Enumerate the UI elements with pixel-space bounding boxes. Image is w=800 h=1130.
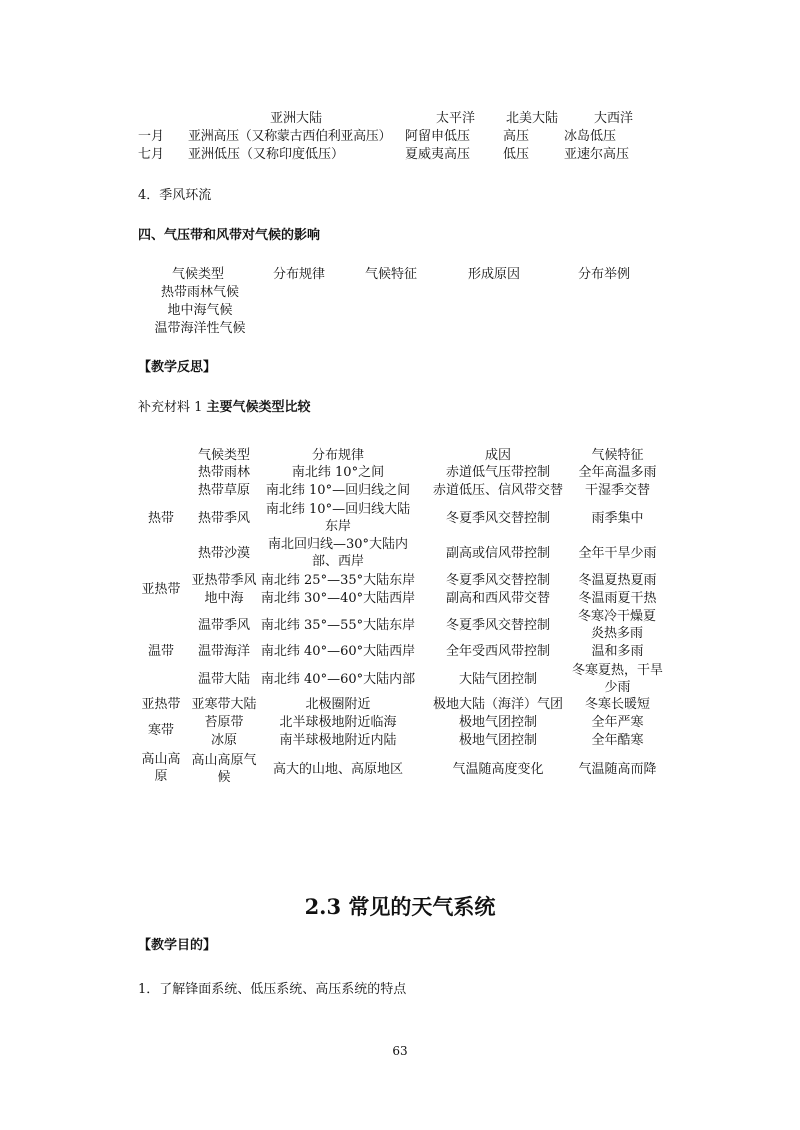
climate-feature: 冬温夏热夏雨 [578, 573, 657, 588]
climate-simple-header: 形成原因 [468, 267, 521, 282]
climate-table-header: 气候特征 [591, 448, 644, 463]
climate-feature: 雨季集中 [591, 510, 644, 526]
objective-heading: 【教学目的】 [138, 938, 217, 953]
climate-simple-header: 气候类型 [172, 267, 225, 282]
climate-simple-row: 热带雨林气候 [160, 285, 239, 300]
climate-feature: 全年酷寒 [591, 733, 644, 748]
climate-feature: 全年严寒 [591, 715, 644, 730]
climate-zone-label: 寒带 [147, 722, 174, 738]
item-monsoon: 4．季风环流 [138, 188, 212, 203]
pressure-header-pacific: 太平洋 [436, 111, 476, 126]
climate-feature: 冬温雨夏干热 [578, 591, 657, 606]
climate-distribution: 南北纬 10°—回归线大陆东岸 [265, 502, 411, 534]
climate-feature: 冬寒夏热，干旱少雨 [571, 663, 663, 695]
climate-zone-label: 高山高原 [141, 752, 181, 784]
pressure-row-na: 高压 [503, 129, 530, 144]
climate-distribution: 南北回归线—30°大陆内部、西岸 [267, 537, 409, 569]
climate-distribution: 南北纬 25°—35°大陆东岸 [260, 573, 416, 588]
climate-simple-header: 分布举例 [578, 267, 631, 282]
climate-zone-label: 热带 [147, 510, 174, 526]
supplement-line [138, 399, 311, 416]
climate-cause: 副高或信风带控制 [445, 545, 550, 561]
climate-type: 温带季风 [197, 617, 250, 633]
climate-distribution: 南北纬 10°之间 [291, 465, 385, 480]
climate-cause: 冬夏季风交替控制 [445, 510, 550, 526]
supplement-title: 主要气候类型比较 [206, 400, 311, 415]
climate-type: 热带草原 [197, 483, 250, 498]
pressure-row-pacific: 夏威夷高压 [405, 147, 471, 162]
climate-cause: 极地气团控制 [458, 715, 537, 730]
climate-cause: 赤道低气压带控制 [445, 465, 550, 480]
climate-distribution: 南北纬 40°—60°大陆内部 [260, 671, 416, 687]
climate-cause: 极地大陆（海洋）气团 [432, 697, 563, 712]
climate-feature: 冬寒冷干燥夏炎热多雨 [577, 609, 656, 641]
pressure-header-na: 北美大陆 [506, 111, 559, 126]
pressure-header-atlantic: 大西洋 [594, 111, 634, 126]
climate-type: 热带雨林 [197, 465, 250, 480]
climate-zone-label: 亚热带 [141, 581, 181, 597]
objective-item: 1．了解锋面系统、低压系统、高压系统的特点 [138, 982, 407, 997]
climate-cause: 冬夏季风交替控制 [445, 617, 550, 633]
climate-cause: 极地气团控制 [458, 733, 537, 748]
section-heading: 四、气压带和风带对气候的影响 [138, 228, 321, 243]
page-number: 63 [392, 1044, 408, 1058]
climate-distribution: 北极圈附近 [305, 697, 371, 712]
climate-table-header: 分布规律 [311, 448, 364, 463]
climate-feature: 干湿季交替 [584, 483, 650, 498]
climate-type: 热带季风 [197, 510, 250, 526]
climate-cause: 赤道低压、信风带交替 [432, 483, 563, 498]
climate-feature: 全年干旱少雨 [578, 545, 657, 561]
climate-feature: 温和多雨 [591, 644, 644, 659]
pressure-row-month: 一月 [138, 129, 165, 144]
climate-cause: 冬夏季风交替控制 [445, 573, 550, 588]
climate-feature: 气温随高而降 [578, 761, 657, 777]
climate-distribution: 北半球极地附近临海 [279, 715, 397, 730]
climate-type: 温带大陆 [197, 671, 250, 687]
climate-distribution: 南北纬 30°—40°大陆西岸 [260, 591, 416, 606]
climate-table-header: 气候类型 [197, 448, 250, 463]
climate-simple-header: 气候特征 [365, 267, 418, 282]
climate-cause: 全年受西风带控制 [445, 644, 550, 659]
climate-distribution: 高大的山地、高原地区 [272, 761, 403, 777]
climate-type: 地中海 [204, 591, 244, 606]
supplement-prefix: 补充材料 1 [138, 400, 207, 415]
pressure-row-atlantic: 冰岛低压 [564, 129, 617, 144]
climate-type: 苔原带 [204, 715, 244, 730]
climate-distribution: 南半球极地附近内陆 [279, 733, 397, 748]
climate-type: 热带沙漠 [197, 545, 250, 561]
pressure-row-atlantic: 亚速尔高压 [564, 147, 630, 162]
climate-simple-row: 温带海洋性气候 [154, 321, 246, 336]
climate-distribution: 南北纬 10°—回归线之间 [265, 483, 411, 498]
pressure-row-pacific: 阿留申低压 [405, 129, 471, 144]
climate-zone-label: 亚热带 [141, 697, 181, 712]
climate-type: 温带海洋 [197, 644, 250, 659]
climate-type: 亚寒带大陆 [191, 697, 257, 712]
climate-simple-header: 分布规律 [273, 267, 326, 282]
climate-type: 冰原 [210, 733, 237, 748]
climate-simple-row: 地中海气候 [167, 303, 233, 318]
climate-zone-label: 温带 [147, 643, 174, 659]
pressure-row-asia: 亚洲低压（又称印度低压） [188, 147, 345, 162]
pressure-row-asia: 亚洲高压（又称蒙古西伯利亚高压） [188, 129, 392, 144]
section-title: 2.3 常见的天气系统 [304, 894, 496, 919]
climate-distribution: 南北纬 35°—55°大陆东岸 [260, 617, 416, 633]
pressure-row-na: 低压 [503, 147, 530, 162]
climate-type: 亚热带季风 [191, 573, 257, 588]
climate-cause: 气温随高度变化 [452, 761, 544, 777]
climate-table-header: 成因 [484, 448, 511, 463]
reflection-heading: 【教学反思】 [138, 360, 217, 375]
climate-distribution: 南北纬 40°—60°大陆西岸 [260, 644, 416, 659]
climate-cause: 大陆气团控制 [458, 671, 537, 687]
climate-type: 高山高原气候 [191, 753, 257, 785]
climate-feature: 冬寒长暖短 [584, 697, 650, 712]
pressure-header-asia: 亚洲大陆 [270, 111, 323, 126]
climate-cause: 副高和西风带交替 [445, 591, 550, 606]
pressure-row-month: 七月 [138, 147, 165, 162]
climate-feature: 全年高温多雨 [578, 465, 657, 480]
